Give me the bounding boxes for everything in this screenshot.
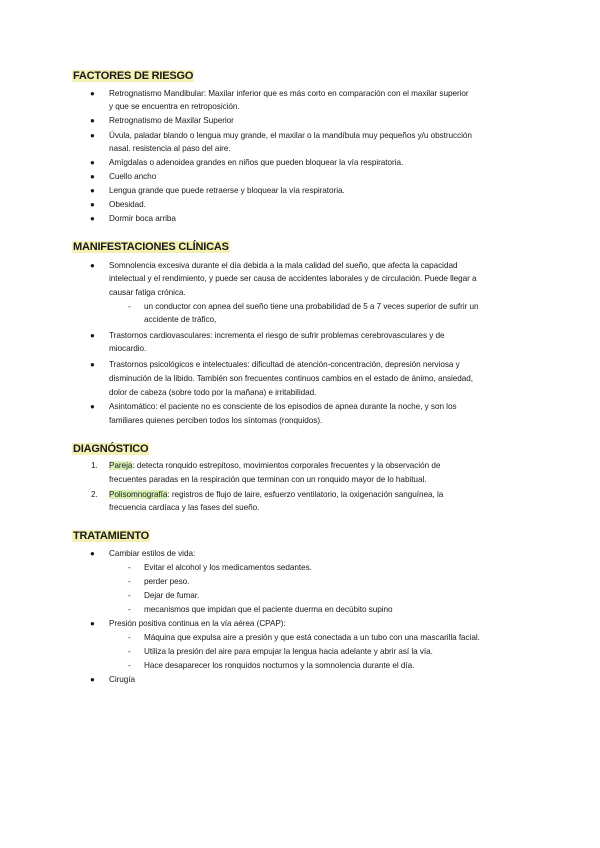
cambiar-estilos: Cambiar estilos de vida: <box>109 549 196 558</box>
conductor-line-1: un conductor con apnea del sueño tiene una probabilidad de 5 a 7 veces superior de sufrir un <box>144 302 479 311</box>
psico-line-2: disminución de la libido. También son frecuentes continuos cambios en el estado de ánimo, ansiedad, <box>109 374 474 383</box>
dash: - <box>128 591 131 600</box>
term-polisomnografia: Polisomnografía <box>109 490 168 499</box>
dash: - <box>128 661 131 670</box>
bullet: ● <box>90 186 95 195</box>
dash: - <box>128 605 131 614</box>
estilos-sub-2: perder peso. <box>144 577 190 586</box>
dash: - <box>128 647 131 656</box>
risk-item-1-line-2: y que se encuentra en retroposición. <box>109 102 240 111</box>
psico-line-3: dolor de cabeza (sobre todo por la mañana) e irritabilidad. <box>109 388 317 397</box>
psico-line-1: Trastornos psicológicos e intelectuales: dificultad de atención-concentración, depresión nerviosa y <box>109 360 460 369</box>
bullet: ● <box>90 261 95 270</box>
cpap-sub-2: Utiliza la presión del aire para empujar la lengua hacia adelante y abrir así la vía. <box>144 647 433 656</box>
cardio-line-1: Trastornos cardiovasculares: incrementa el riesgo de sufrir problemas cerebrovasculares y de <box>109 331 445 340</box>
somnolencia-line-3: causar fatiga crónica. <box>109 288 186 297</box>
diag-item-2-line-1 <box>109 490 443 500</box>
diag-item-2-text: : registros de flujo de laire, esfuerzo ventilatorio, la oxigenación sanguínea, la <box>167 490 444 499</box>
conductor-line-2: accidente de tráfico, <box>144 315 217 324</box>
cardio-line-2: miocardio. <box>109 344 147 353</box>
list-number: 1. <box>91 461 98 470</box>
asinto-line-1: Asintomático: el paciente no es consciente de los episodios de apnea durante la noche, y son los <box>109 402 457 411</box>
diag-item-1-line-1 <box>109 461 440 471</box>
risk-item-3-line-2: nasal. resistencia al paso del aire. <box>109 144 231 153</box>
risk-item-3-line-1: Úvula, paladar blando o lengua muy grande, el maxilar o la mandíbula muy pequeños y/u obstrucción <box>109 131 472 140</box>
bullet: ● <box>90 131 95 140</box>
risk-item-4: Amígdalas o adenoidea grandes en niños que pueden bloquear la vía respiratoria. <box>109 158 404 167</box>
bullet: ● <box>90 158 95 167</box>
risk-item-5: Cuello ancho <box>109 172 157 181</box>
term-pareja: Pareja <box>109 461 133 470</box>
diag-item-1-line-2: frecuentes paradas en la respiración que terminan con un ronquido mayor de lo habitual. <box>109 475 427 484</box>
bullet: ● <box>90 402 95 411</box>
bullet: ● <box>90 675 95 684</box>
bullet: ● <box>90 331 95 340</box>
risk-item-2: Retrognatismo de Maxilar Superior <box>109 116 234 125</box>
dash: - <box>128 563 131 572</box>
estilos-sub-1: Evitar el alcohol y los medicamentos sedantes. <box>144 563 312 572</box>
asinto-line-2: familiares quienes perciben todos los síntomas (ronquidos). <box>109 416 323 425</box>
dash: - <box>128 633 131 642</box>
list-number: 2. <box>91 490 98 499</box>
heading-factores-riesgo: FACTORES DE RIESGO <box>73 70 194 82</box>
estilos-sub-3: Dejar de fumar. <box>144 591 200 600</box>
cpap-sub-3: Hace desaparecer los ronquidos nocturnos y la somnolencia durante el día. <box>144 661 415 670</box>
heading-diagnostico: DIAGNÓSTICO <box>73 443 149 455</box>
cirugia-item: Cirugía <box>109 675 136 684</box>
diag-item-1-text: : detecta ronquido estrepitoso, movimientos corporales frecuentes y la observación de <box>132 461 441 470</box>
bullet: ● <box>90 360 95 369</box>
estilos-sub-4: mecanismos que impidan que el paciente duerma en decúbito supino <box>144 605 393 614</box>
bullet: ● <box>90 549 95 558</box>
bullet: ● <box>90 200 95 209</box>
risk-item-1-line-1: Retrognatismo Mandibular: Maxilar inferior que es más corto en comparación con el maxilar superior <box>109 89 469 98</box>
bullet: ● <box>90 619 95 628</box>
risk-item-6: Lengua grande que puede retraerse y bloquear la vía respiratoria. <box>109 186 345 195</box>
bullet: ● <box>90 89 95 98</box>
bullet: ● <box>90 172 95 181</box>
risk-item-8: Dormir boca arriba <box>109 214 176 223</box>
cpap-item: Presión positiva continua en la vía aérea (CPAP): <box>109 619 286 628</box>
bullet: ● <box>90 116 95 125</box>
somnolencia-line-1: Somnolencia excesiva durante el día debida a la mala calidad del sueño, que afecta la capacidad <box>109 261 458 270</box>
risk-item-7: Obesidad. <box>109 200 146 209</box>
cpap-sub-1: Máquina que expulsa aire a presión y que está conectada a un tubo con una mascarilla facial. <box>144 633 480 642</box>
dash: - <box>128 577 131 586</box>
diag-item-2-line-2: frecuencia cardíaca y las fases del sueño. <box>109 503 260 512</box>
dash: - <box>128 302 131 311</box>
somnolencia-line-2: intelectual y el rendimiento, y puede ser causa de accidentes laborales y de circulación. Puede llegar a <box>109 274 477 283</box>
heading-tratamiento: TRATAMIENTO <box>73 530 150 542</box>
bullet: ● <box>90 214 95 223</box>
heading-manifestaciones: MANIFESTACIONES CLÍNICAS <box>73 241 229 253</box>
